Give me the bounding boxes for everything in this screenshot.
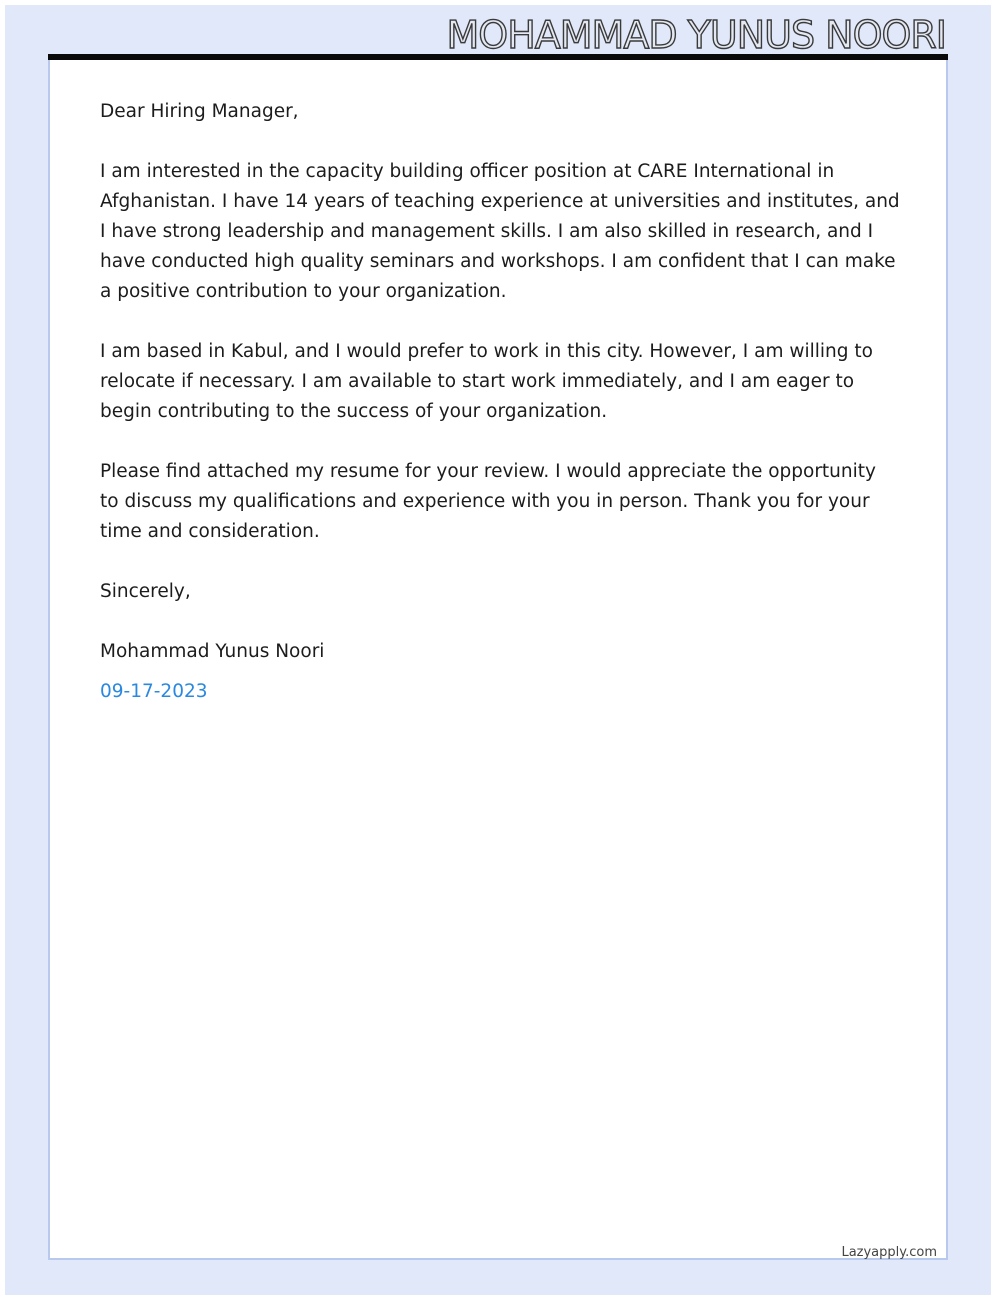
applicant-name-heading: MOHAMMAD YUNUS NOORI: [446, 13, 946, 57]
letter-greeting: Dear Hiring Manager,: [100, 101, 299, 122]
letter-paragraph: Please find attached my resume for your review. I would appreciate the opportunity to discuss my qualifications and experience with you in person. Thank you for your time and consideration.: [100, 461, 876, 542]
letter-closing: Sincerely,: [100, 581, 191, 602]
cover-letter-body: [100, 97, 900, 707]
signature-name: Mohammad Yunus Noori: [100, 641, 325, 662]
letter-paragraph: I am interested in the capacity building officer position at CARE International in Afghanistan. I have 14 years of teaching experience at universities and institutes, and I have strong leadership and management skills. I am also skilled in research, and I have conducted high quality seminars and workshops. I am confident that I can make a positive contribution to your organization.: [100, 161, 900, 302]
footer-brand: Lazyapply.com: [841, 1245, 937, 1260]
letter-paragraph: I am based in Kabul, and I would prefer to work in this city. However, I am willing to relocate if necessary. I am available to start work immediately, and I am eager to begin contributing to the success of your organization.: [100, 341, 873, 422]
letter-date: 09-17-2023: [100, 681, 208, 702]
